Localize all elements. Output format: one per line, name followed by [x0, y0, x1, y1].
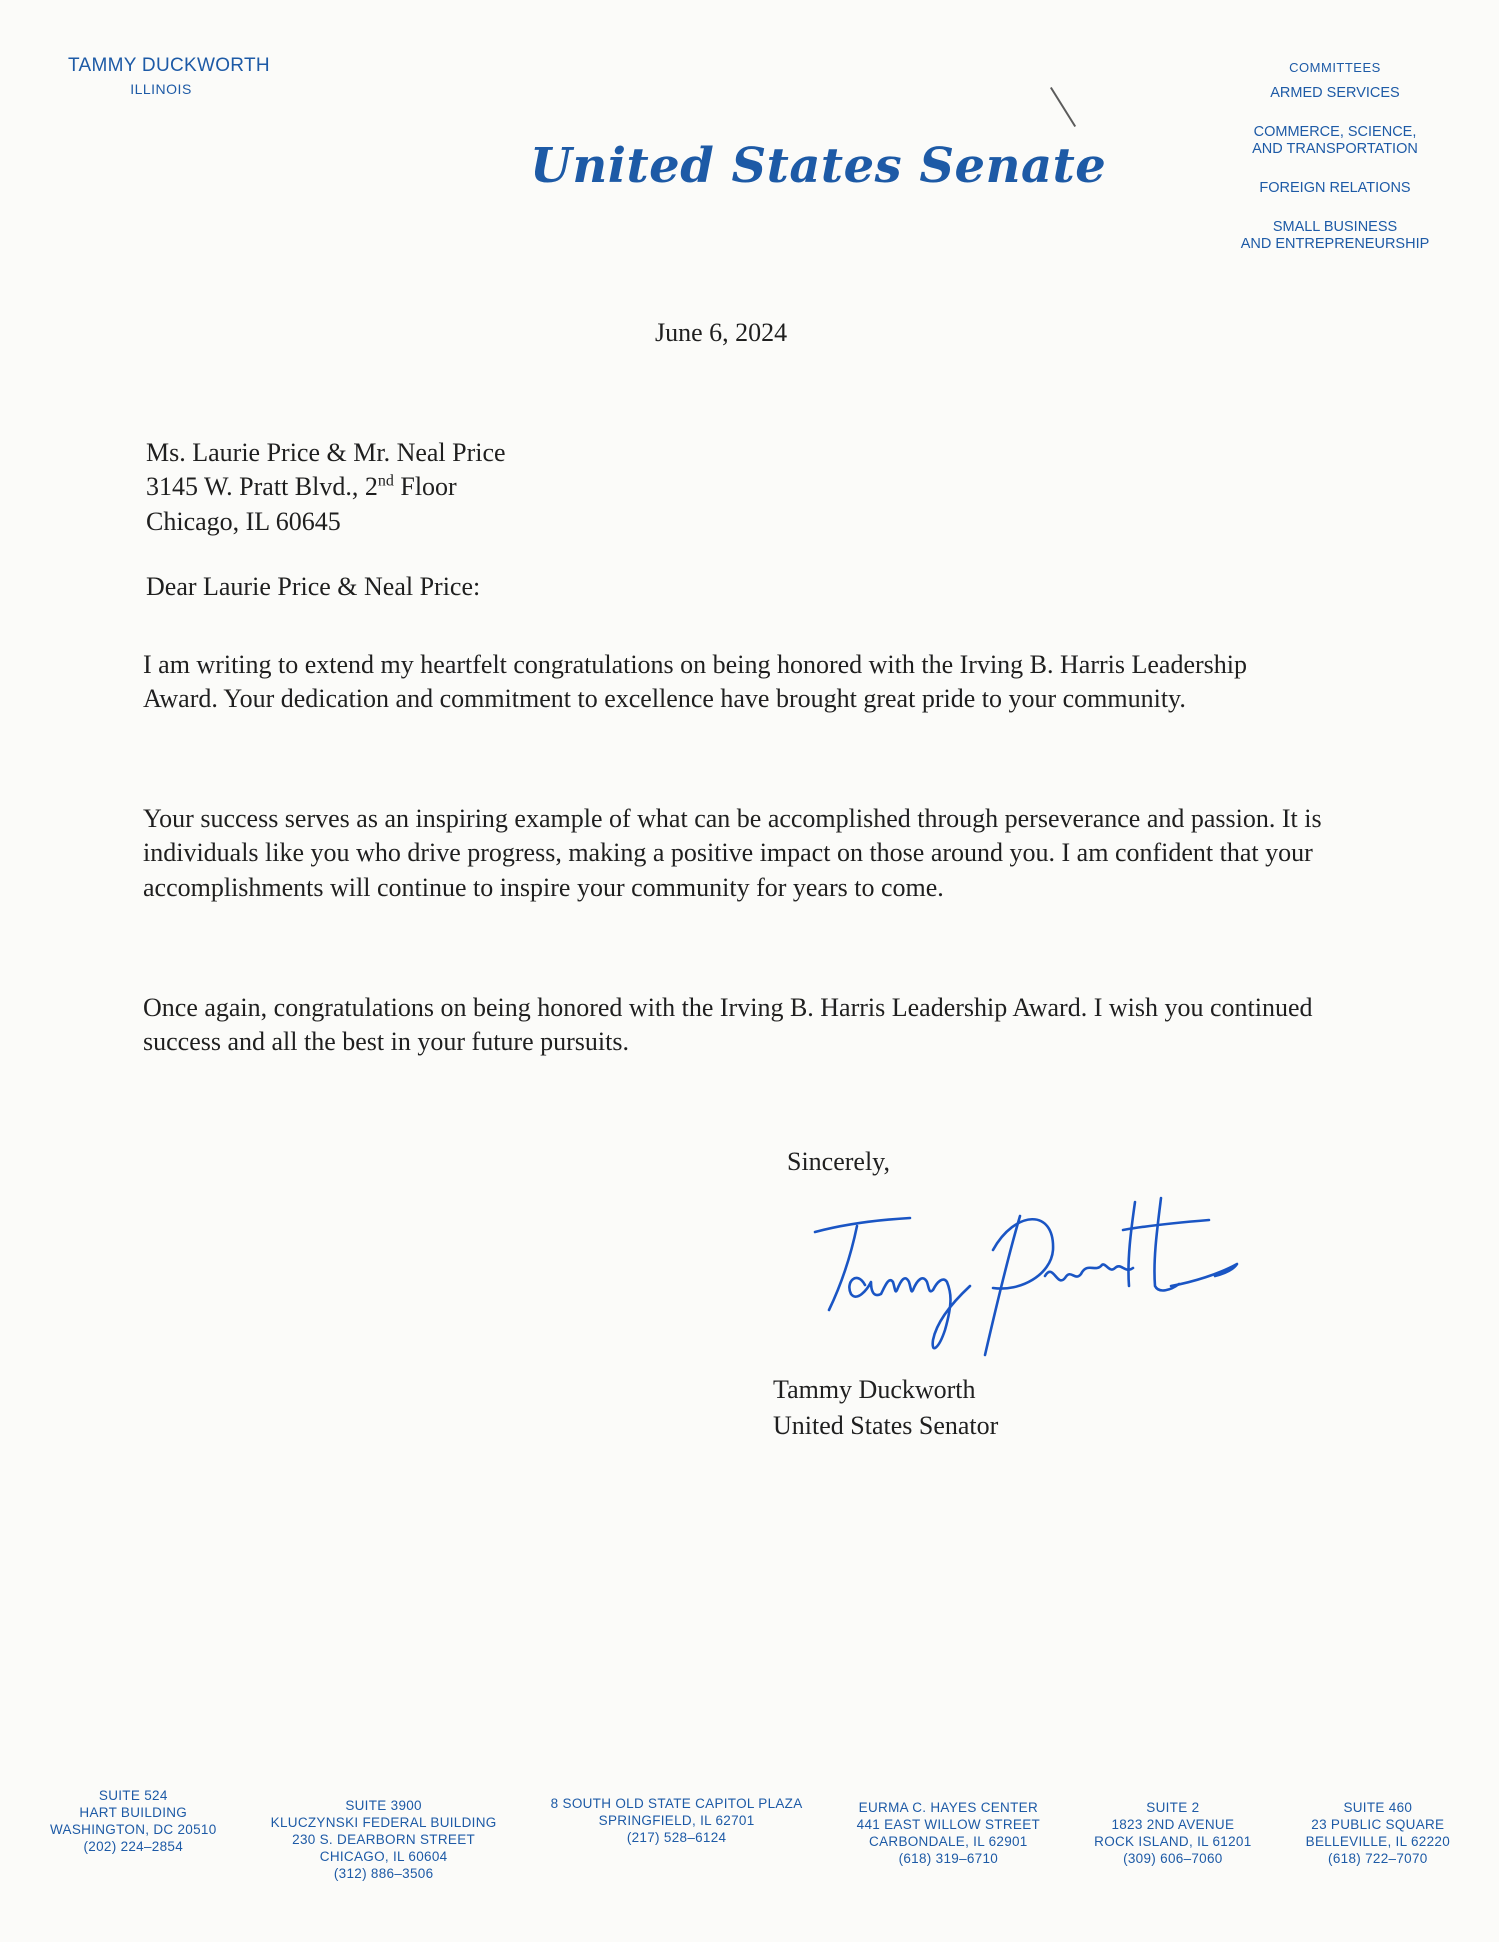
office-line: 1823 2ND AVENUE	[1111, 1817, 1235, 1832]
office-washington	[50, 1787, 217, 1882]
committee-item: COMMERCE, SCIENCE, AND TRANSPORTATION	[1252, 124, 1418, 157]
committee-item: ARMED SERVICES	[1270, 85, 1400, 101]
letter-date: June 6, 2024	[655, 318, 788, 347]
office-rock-island	[1094, 1799, 1251, 1882]
address-line: Ms. Laurie Price & Mr. Neal Price	[146, 438, 506, 467]
signer-name: Tammy Duckworth	[773, 1375, 976, 1404]
office-chicago	[271, 1797, 497, 1882]
office-line: SUITE 460	[1343, 1800, 1413, 1815]
signer-title: United States Senator	[773, 1410, 999, 1440]
office-line: BELLEVILLE, IL 62220	[1305, 1834, 1450, 1849]
footer-offices	[50, 1787, 1450, 1882]
office-line: ROCK ISLAND, IL 61201	[1094, 1834, 1252, 1849]
address-street: 3145 W. Pratt Blvd., 2	[146, 472, 378, 502]
office-line: SPRINGFIELD, IL 62701	[598, 1813, 755, 1828]
closing: Sincerely,	[787, 1147, 890, 1176]
signer-block	[773, 1372, 998, 1444]
office-line: SUITE 3900	[345, 1798, 422, 1813]
senator-state-letterhead: ILLINOIS	[130, 81, 192, 97]
office-line: WASHINGTON, DC 20510	[50, 1822, 217, 1837]
senator-name-letterhead: TAMMY DUCKWORTH	[68, 55, 270, 76]
office-line: SUITE 524	[98, 1788, 168, 1803]
office-line: (618) 319–6710	[898, 1851, 999, 1866]
body-paragraph: Once again, congratulations on being honored with the Irving B. Harris Leadership Award. I wish you continued success and all the best in your future pursuits.	[143, 993, 1313, 1057]
office-line: 441 EAST WILLOW STREET	[856, 1817, 1041, 1832]
office-line: 230 S. DEARBORN STREET	[292, 1832, 476, 1847]
office-springfield	[551, 1795, 803, 1882]
office-belleville	[1306, 1799, 1450, 1882]
committees-heading: COMMITTEES	[1289, 60, 1381, 75]
office-line: SUITE 2	[1146, 1800, 1200, 1815]
office-line: (309) 606–7060	[1123, 1851, 1223, 1866]
office-line: HART BUILDING	[79, 1805, 188, 1820]
address-line	[146, 470, 506, 504]
office-line: (217) 528–6124	[626, 1830, 727, 1845]
address-floor: Floor	[393, 472, 457, 502]
office-line: 8 SOUTH OLD STATE CAPITOL PLAZA	[550, 1796, 803, 1811]
committee-item: SMALL BUSINESS AND ENTREPRENEURSHIP	[1240, 219, 1430, 252]
salutation: Dear Laurie Price & Neal Price:	[146, 572, 481, 601]
senate-title: United States Senate	[530, 138, 1107, 194]
committees-list	[1220, 60, 1450, 275]
committee-item: FOREIGN RELATIONS	[1259, 180, 1411, 196]
body-paragraph: I am writing to extend my heartfelt congratulations on being honored with the Irving B. Harris Leadership Award. Your dedication and commitment to excellence have brought great pride to your community.	[143, 650, 1247, 714]
address-line: Chicago, IL 60645	[146, 506, 341, 536]
office-line: 23 PUBLIC SQUARE	[1311, 1817, 1445, 1832]
office-carbondale	[857, 1799, 1040, 1882]
stray-pen-mark	[1050, 87, 1076, 127]
office-line: (618) 722–7070	[1328, 1851, 1428, 1866]
recipient-address	[146, 436, 506, 539]
office-line: (312) 886–3506	[333, 1866, 434, 1881]
body-paragraph: Your success serves as an inspiring example of what can be accomplished through perseverance and passion. It is individuals like you who drive progress, making a positive impact on those around you. I am confident that your accomplishments will continue to inspire your community for years to come.	[143, 804, 1322, 902]
office-line: CARBONDALE, IL 62901	[869, 1834, 1028, 1849]
office-line: KLUCZYNSKI FEDERAL BUILDING	[270, 1815, 497, 1830]
office-line: EURMA C. HAYES CENTER	[858, 1800, 1038, 1815]
handwritten-signature	[805, 1190, 1245, 1360]
office-line: CHICAGO, IL 60604	[319, 1849, 448, 1864]
address-ordinal: nd	[377, 472, 394, 490]
office-line: (202) 224–2854	[83, 1839, 184, 1854]
